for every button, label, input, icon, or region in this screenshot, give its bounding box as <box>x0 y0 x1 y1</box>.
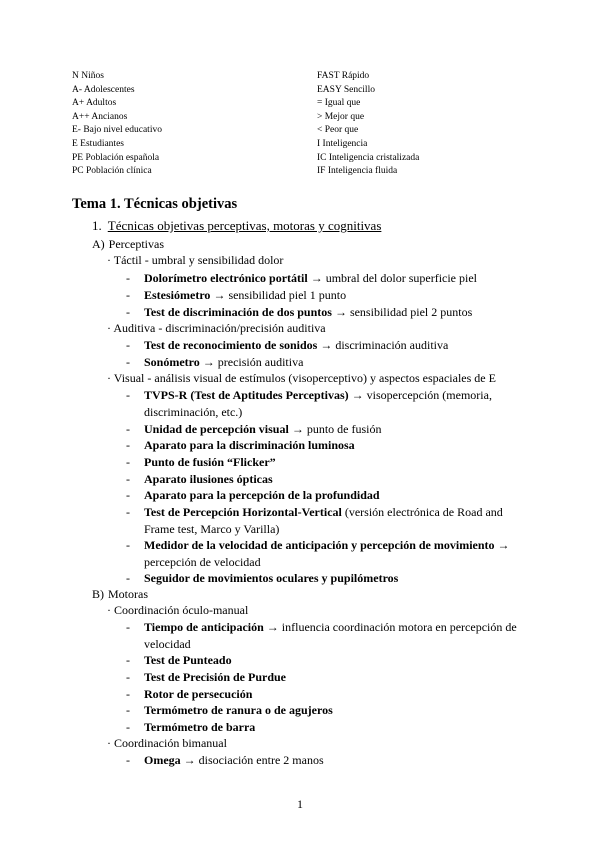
category-visual: · Visual - análisis visual de estímulos (visoperceptivo) y aspectos espaciales de E <box>107 371 496 385</box>
item-name: Unidad de percepción visual <box>144 422 289 436</box>
legend-item: A++ Ancianos <box>72 111 128 122</box>
item-name: Medidor de la velocidad de anticipación y percepción de movimiento <box>144 538 495 552</box>
category-bimanual: · Coordinación bimanual <box>107 736 227 750</box>
item-name: Aparato ilusiones ópticas <box>144 472 273 486</box>
item-name: Rotor de persecución <box>144 687 253 701</box>
legend-item: IF Inteligencia fluida <box>317 166 398 177</box>
subsection-motoras <box>92 586 148 603</box>
item-desc: (versión electrónica de Road and Frame test, Marco y Varilla) <box>144 505 503 536</box>
item-desc: → percepción de velocidad <box>144 538 510 569</box>
legend-item: A+ Adultos <box>72 98 117 109</box>
page-number: 1 <box>297 797 303 811</box>
item-desc: → disociación entre 2 manos <box>180 753 324 767</box>
item-name: Test de Percepción Horizontal-Vertical <box>144 505 342 519</box>
category-auditiva: · Auditiva - discriminación/precisión auditiva <box>107 321 326 335</box>
item-desc: → umbral del dolor superficie piel <box>307 271 478 285</box>
item-name: Seguidor de movimientos oculares y pupilómetros <box>144 571 399 585</box>
item-name: Aparato para la percepción de la profundidad <box>144 488 380 502</box>
item-name: TVPS-R (Test de Aptitudes Perceptivas) <box>144 388 349 402</box>
category-oculo-manual: · Coordinación óculo-manual <box>107 603 249 617</box>
section-heading <box>92 218 381 235</box>
item-desc: → visopercepción (memoria, discriminación, etc.) <box>144 388 492 419</box>
legend-item: PE Población española <box>72 152 160 163</box>
legend-item: E Estudiantes <box>72 138 124 149</box>
item-desc: → punto de fusión <box>288 422 382 436</box>
item-name: Test de Punteado <box>144 653 232 667</box>
legend-item: I Inteligencia <box>317 138 368 149</box>
item-desc: → influencia coordinación motora en percepción de velocidad <box>144 620 517 651</box>
legend-item: = Igual que <box>317 98 361 109</box>
subsection-letter: A) <box>92 237 105 251</box>
item-name: Termómetro de ranura o de agujeros <box>144 703 333 717</box>
legend-item: EASY Sencillo <box>317 84 375 95</box>
item-name: Estesiómetro <box>144 288 211 302</box>
legend-item: PC Población clínica <box>72 166 152 177</box>
page-title: Tema 1. Técnicas objetivas <box>72 196 238 212</box>
legend-item: < Peor que <box>317 125 359 136</box>
item-name: Aparato para la discriminación luminosa <box>144 438 355 452</box>
legend-item: A- Adolescentes <box>72 84 135 95</box>
legend-item: E- Bajo nivel educativo <box>72 125 162 136</box>
item-name: Tiempo de anticipación <box>144 620 264 634</box>
section-title: Técnicas objetivas perceptivas, motoras y cognitivas <box>107 218 382 233</box>
legend-right <box>317 70 419 179</box>
item-name: Termómetro de barra <box>144 720 256 734</box>
legend-item: > Mejor que <box>317 111 365 122</box>
item-name: Omega <box>144 753 181 767</box>
category-tactil: · Táctil - umbral y sensibilidad dolor <box>107 253 284 267</box>
item-name: Sonómetro <box>144 355 200 369</box>
section-number: 1. <box>92 218 102 233</box>
item-name: Test de discriminación de dos puntos <box>144 305 332 319</box>
legend-left <box>72 70 162 179</box>
item-name: Test de reconocimiento de sonidos <box>144 338 318 352</box>
item-name: Punto de fusión “Flicker” <box>144 455 276 469</box>
item-name: Test de Precisión de Purdue <box>144 670 287 684</box>
item-desc: → precisión auditiva <box>199 355 304 369</box>
subsection-perceptivas <box>92 236 164 253</box>
item-desc: → sensibilidad piel 1 punto <box>210 288 347 302</box>
item-desc: → discriminación auditiva <box>317 338 449 352</box>
legend-item: N Niños <box>72 71 104 81</box>
item-desc: → sensibilidad piel 2 puntos <box>331 305 473 319</box>
subsection-letter: B) <box>92 587 104 601</box>
legend-item: IC Inteligencia cristalizada <box>317 152 420 163</box>
legend-item: FAST Rápido <box>317 71 370 81</box>
subsection-title: Motoras <box>108 587 148 601</box>
item-name: Dolorímetro electrónico portátil <box>144 271 308 285</box>
subsection-title: Perceptivas <box>108 237 164 251</box>
